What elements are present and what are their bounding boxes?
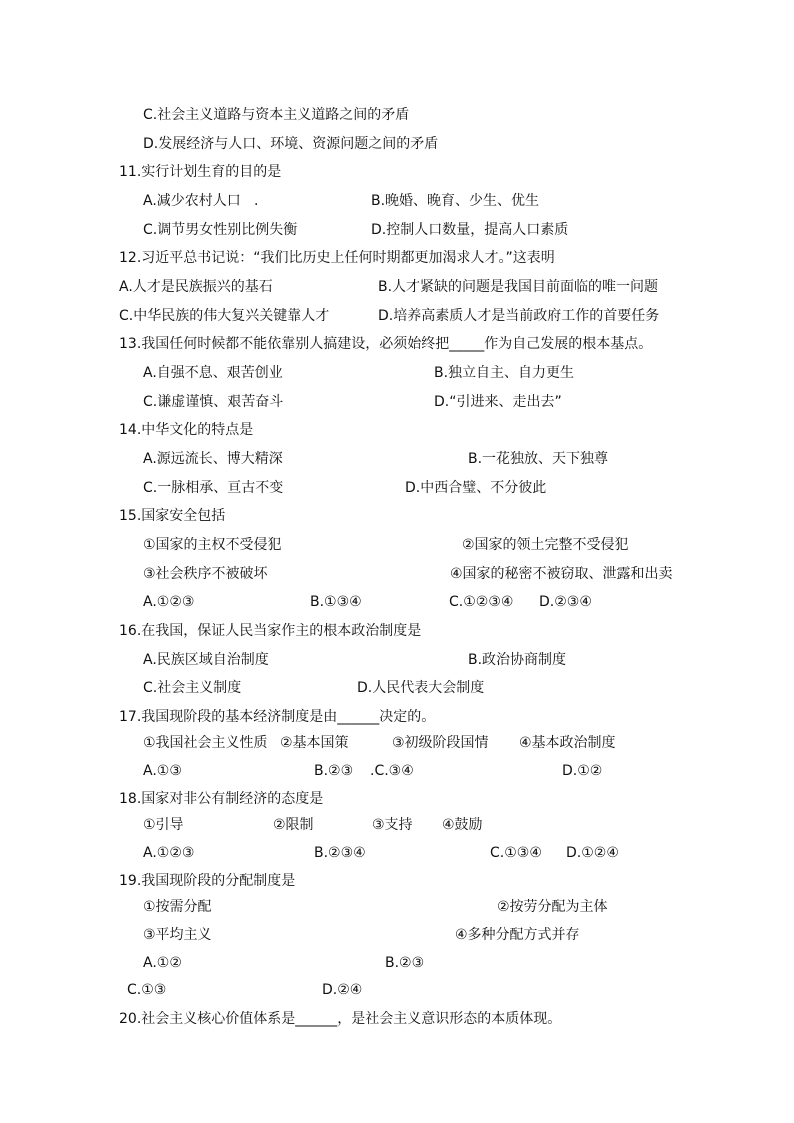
- option-c: C.谦虚谨慎、艰苦奋斗: [143, 394, 284, 410]
- statement-3: ③支持: [372, 817, 413, 833]
- statement-4: ④鼓励: [442, 817, 483, 833]
- option-b: B.②③: [314, 763, 354, 779]
- question-11: 11.实行计划生育的目的是: [119, 164, 282, 180]
- option-a: A.自强不息、艰苦创业: [143, 365, 283, 381]
- statement-3: ③初级阶段国情: [392, 735, 489, 751]
- option-b: B.②③: [385, 955, 425, 971]
- question-15: 15.国家安全包括: [119, 508, 226, 524]
- option-c: C.社会主义制度: [143, 680, 242, 696]
- statement-4: ④国家的秘密不被窃取、泄露和出卖: [450, 566, 673, 582]
- option-a: A.①②: [143, 955, 182, 971]
- option-a: A.人才是民族振兴的基石: [119, 279, 273, 295]
- option-b: B.①③④: [310, 594, 362, 610]
- option-c: C.①②③④: [449, 594, 514, 610]
- option-d: D.①②: [562, 763, 603, 779]
- statement-2: ②按劳分配为主体: [497, 899, 608, 915]
- statement-4: ④基本政治制度: [519, 735, 616, 751]
- statement-4: ④多种分配方式并存: [455, 927, 580, 943]
- option-c: C.中华民族的伟大复兴关键靠人才: [119, 308, 330, 324]
- option-d: D.中西合璧、不分彼此: [405, 480, 547, 496]
- option-d: D.“引进来、走出去”: [434, 394, 562, 410]
- question-19: 19.我国现阶段的分配制度是: [119, 873, 296, 889]
- question-14: 14.中华文化的特点是: [119, 422, 254, 438]
- option-c: C.一脉相承、亘古不变: [143, 480, 284, 496]
- question-13: 13.我国任何时候都不能依靠别人搞建设，必须始终把_____作为自己发展的根本基点。: [119, 336, 653, 352]
- statement-3: ③社会秩序不被破坏: [143, 566, 268, 582]
- statement-2: ②限制: [273, 817, 314, 833]
- option-c: C.社会主义道路与资本主义道路之间的矛盾: [143, 107, 410, 123]
- option-b: B.一花独放、天下独尊: [468, 451, 609, 467]
- option-a: A.民族区域自治制度: [143, 652, 269, 668]
- option-c: C.调节男女性别比例失衡: [143, 222, 298, 238]
- option-a: A.减少农村人口: [143, 193, 241, 209]
- stray-mark: .: [254, 193, 259, 209]
- option-b: B.政治协商制度: [468, 652, 567, 668]
- question-12: 12.习近平总书记说：“我们比历史上任何时期都更加渴求人才。”这表明: [119, 250, 555, 266]
- option-a: A.①②③: [143, 594, 195, 610]
- question-20: 20.社会主义核心价值体系是______，是社会主义意识形态的本质体现。: [119, 1011, 562, 1027]
- option-a: A.源远流长、博大精深: [143, 451, 283, 467]
- option-b: B.晚婚、晚育、少生、优生: [371, 193, 540, 209]
- option-c: C.①③: [127, 982, 167, 998]
- option-b: B.人才紧缺的问题是我国目前面临的唯一问题: [378, 279, 659, 295]
- statement-3: ③平均主义: [143, 927, 212, 943]
- statement-2: ②基本国策: [280, 735, 349, 751]
- option-d: D.②③④: [539, 594, 592, 610]
- statement-1: ①按需分配: [143, 899, 212, 915]
- option-d: D.人民代表大会制度: [357, 680, 485, 696]
- option-d: D.②④: [322, 982, 363, 998]
- option-c: .C.③④: [370, 763, 414, 779]
- option-d: D.发展经济与人口、环境、资源问题之间的矛盾: [143, 136, 439, 152]
- option-d: D.培养高素质人才是当前政府工作的首要任务: [378, 308, 660, 324]
- statement-1: ①引导: [143, 817, 184, 833]
- question-18: 18.国家对非公有制经济的态度是: [119, 791, 324, 807]
- option-b: B.独立自主、自力更生: [434, 365, 575, 381]
- option-d: D.①②④: [566, 845, 619, 861]
- option-c: C.①③④: [490, 845, 542, 861]
- question-16: 16.在我国，保证人民当家作主的根本政治制度是: [119, 623, 422, 639]
- option-a: A.①②③: [143, 845, 195, 861]
- question-17: 17.我国现阶段的基本经济制度是由______决定的。: [119, 709, 436, 725]
- option-d: D.控制人口数量，提高人口素质: [371, 222, 569, 238]
- option-a: A.①③: [143, 763, 182, 779]
- statement-2: ②国家的领土完整不受侵犯: [462, 537, 629, 553]
- statement-1: ①我国社会主义性质: [143, 735, 268, 751]
- statement-1: ①国家的主权不受侵犯: [143, 537, 282, 553]
- option-b: B.②③④: [314, 845, 366, 861]
